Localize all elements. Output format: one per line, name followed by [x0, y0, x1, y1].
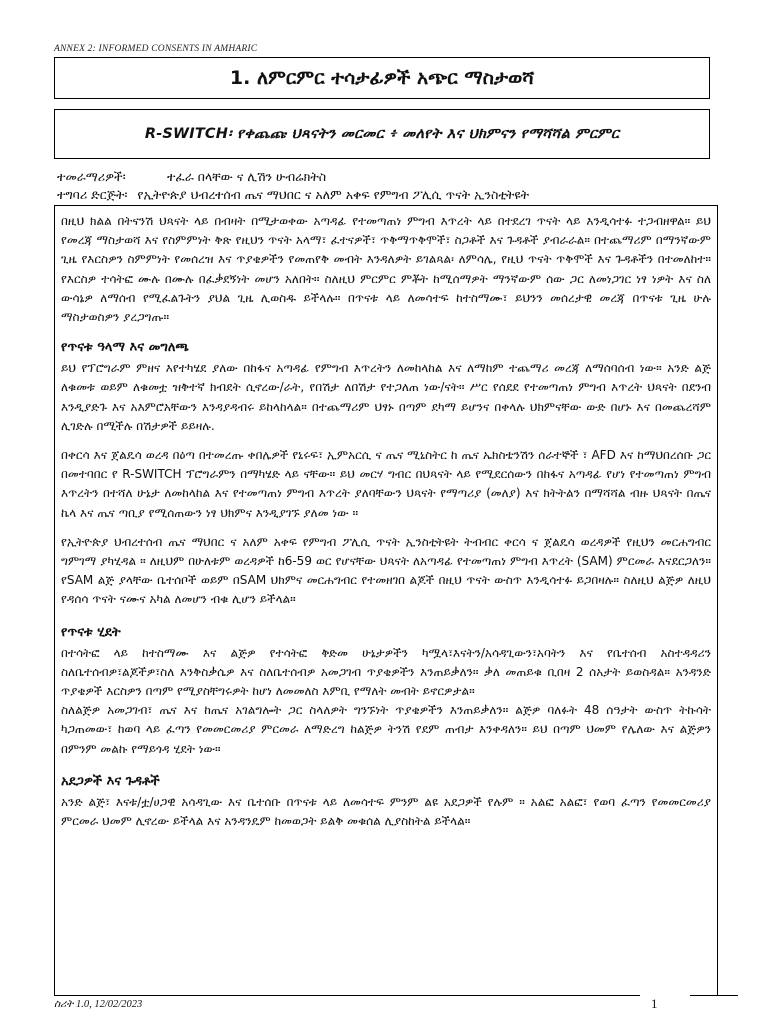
partners-label: ተግባሪ ድርጅት፡ [57, 187, 128, 202]
purpose-paragraph-3: የኢትዮጵያ ህብረተሰብ ጤና ማህበር ና አለም አቀፍ የምግብ ፖሊሲ ጥናት ኢንስቲትዩት ትብብር ቀርሳ ና ጀልዴሳ ወረዳዎች የዚህን መርሐግብር ግምገማ ያካሂዳል ። ለዚህም በሁለቱም ወረዳዎች ከ6-59 ወር የሆናቸው ህጻናት ለአጣዳፊ የተመጣጠነ ምግብ እጥረት (SAM) ምርመራ እናደርጋለን። የSAM ልጅ ያላቸው ቤተሰቦች ወይም በSAM ህክምና መርሐግብር የተመዘገበ ልጆች በዚህ ጥናት ውስጥ እንዲሳተፉ ይጋበዛሉ። ስለዚህ ልጅዎ ለዚህ የዳሰሳ ጥናት ናሙና አካል ለመሆን ብቁ ሊሆን ይችላል። [61, 534, 711, 607]
annex-header: ANNEX 2: INFORMED CONSENTS IN AMHARIC [54, 44, 258, 54]
intro-paragraph: በዚህ ክልል በትናንሽ ህጻናት ላይ በብዛት በሚታወቀው አጣዳፊ የተመጣጠነ ምግብ እጥረት ላይ በተደረገ ጥናት ላይ እንዲሳተፉ ተጋብዘዋል። ይህ የመረጃ ማስታወሻ እና የስምምነት ቅጽ የዚህን ጥናት አላማ፣ ፈተናዎች፣ ጥቅማጥቅሞች፣ ስጋቶች እና ጉዳቶች ያብራራል። በተጨማሪም በማንኛውም ጊዜ የእርስዎን ስምምነት የመሰረዝ እና ጥያቄዎችን የመጠየቅ መብት እንዳለዎት ይገልጻል፡ ለምሳሌ, የዚህ ጥናት ጥቅሞች እና ጉዳቶችን በተመለከተ። የእርስዎ ተሳትፎ ሙሉ በሙሉ በፈቃደኝነት መሆን አለበት። ስለዚህ ምርምር ምቾት ከሚሰማዎት ማንኛውም ሰው ጋር ለመነጋገር ነፃ ነዎት እና ስለ ውሳኔዎ ለማሰብ የሚፈልጉትን ያህል ጊዜ ሊወስዱ ይችላሉ። በጥናቱ ላይ ለመሳተፍ ከተስማሙ፣ ይህንን መሰረታዊ መረጃ በጥናቱ ጊዜ ሁሉ ማስታወስዎን ያረጋግጡ። [61, 214, 711, 325]
procedure-paragraph-1: በተሳትፎ ላይ ከተስማሙ እና ልጅዎ የተሳትፎ ቅድመ ሁኔታዎችን ካሟላ፣እናትን/አሳዳጊውን፣አባትን እና የቤተሰብ አስተዳዳሪን ስለቤተሰብዎ፣ልጆችዎ፣ስለ እንቅስቃሴዎ እና ስለቤተሰብዎ አመጋገብ ጥያቄዎችን እንጠይቃለን። ቃለ መጠይቁ ቢበዛ 2 ሰአታት ይወስዳል። አንዳንድ ጥያቄዎች እርስዎን በጣም የሚያስቸግሩዎት ከሆነ ለመመለስ እምቢ የማለት መብት ይኖርዎታል። [61, 645, 711, 699]
study-title [54, 109, 710, 159]
procedure-paragraph-2: ስለልጅዎ አመጋገብ፣ ጤና እና ከጤና አገልግሎት ጋር ስላለዎት ግንኙነት ጥያቄዎችን እንጠይቃለን። ልጅዎ ባለፉት 48 ሰዓታት ውስጥ ትኩሳት ካጋጠመው፣ ከወባ ላይ ፈጣን የመመርመሪያ ምርመራ ለማድረግ ከልጅዎ ትንሽ የደም ጠብታ እንቀዳለን። ይህ በጣም ህመም የሌለው እና ልጅዎን በምንም መልኩ የማይጎዳ ሂደት ነው። [61, 703, 711, 756]
partners-row [57, 187, 717, 203]
consent-content [54, 205, 718, 996]
researchers-label: ተመራማሪዎች፡ [57, 169, 126, 184]
partners-value: የኢትዮጵያ ህብረተሰብ ጤና ማህበር ና አለም አቀፍ የምግብ ፖሊሲ ጥናት ኢንስቲትዩት [137, 187, 530, 202]
researchers-row [57, 169, 717, 185]
footer-divider-right [690, 995, 738, 996]
purpose-paragraph-1: ይህ የፕሮግራም ምዘና እየተካሄደ ያለው በከፋና አጣዳፊ የምግብ እጥረትን ለመከላከል እና ለማከም ተጨማሪ መረጃ ለማሰባሰብ ነው። አንድ ልጅ ለቁመቱ ወይም ለቁመቷ ዝቅተኛ ክብደት ሲኖረው/ራት, የበሽታ ለበሽታ የተጋለጠ ነው/ናት። ሥር የሰደደ የተመጣጠነ ምግብ እጥረት ህጻናት በደንብ እንዲያድጉ እና አእምሮአቸውን እንዳያዳብሩ ይከላከላል። በተጨማሪም ህፃኑ በጣም ደካማ ይሆንና በቀላሉ ህክምናቸው ውድ በሆኑ እና በመጨረሻም ሊገድሉ በሚችሉ በሽታዎች ይይዛሉ. [61, 361, 711, 433]
document-title [54, 57, 710, 99]
procedure-heading: የጥናቱ ሂደት [61, 624, 121, 640]
version-label: ስሪት 1.0, 12/02/2023 [54, 999, 143, 1010]
risks-heading: አደጋዎች እና ጉዳቶች [61, 773, 160, 789]
risks-paragraph-1: አንድ ልጅ፣ እናቱ/ቷ/ሀጋዊ አሳዳጊው እና ቤተሰቡ በጥናቱ ላይ ለመሳተፍ ምንም ልዩ አደጋዎች የሉም ። አልፎ አልፎ፣ የወባ ፈጣን የመመርመሪያ ምርመራ ህመም ሊኖረው ይችላል እና አንዳንዴም ከመወጋት ይልቅ መቁሰል ሊያስከትል ይችላል። [61, 794, 711, 829]
page-number: 1 [651, 996, 658, 1011]
footer-divider [54, 995, 640, 996]
purpose-heading: የጥናቱ ዓላማ እና መግለጫ [61, 340, 189, 356]
purpose-paragraph-2: በቀርሳ እና ጀልዴሳ ወረዳ በዕጣ በተመረጡ ቀበሌዎች የኒሩፍ፣ ኢምአርሲ ና ጤና ሚኒስትር ከ ጤና ኤክስቴንሽን ሰራተኞች ፣ AFD እና ከማህበረሰቡ ጋር በመተባበር የ R-SWITCH ፕሮግራምን በማካሄድ ላይ ናቸው። ይህ መርሃ ግብር በህጻናት ላይ የሚደርሰውን በከፋና አጣዳፊ የሆነ የተመጣጠነ ምግብ እጥረትን በተሻለ ሁኔታ ለመከላከል እና የተመጣጠነ ምግብ እጥረት ያለባቸውን ህጻናት የማጣሪያ (መለያ) እና ክትትልን በማሻሻል ብዙ ህጻናት በጤና ኬላ እና ጤና ጣቢያ የሚሰጠውን ነፃ ህክምና እንዲያገኙ ያለመ ነው ። [61, 448, 711, 520]
researchers-value: ተፈራ በላቸው ና ሊሽን ሁብሬክትስ [166, 169, 327, 184]
study-title-text: R-SWITCH፡ የቀጨጩ ህጻናትን መርመር ፥ መለየት እና ህክምናን የማሻሻል ምርምር [144, 126, 620, 142]
document-title-text: 1. ለምርምር ተሳታፊዎች አጭር ማስታወሻ [229, 67, 535, 89]
